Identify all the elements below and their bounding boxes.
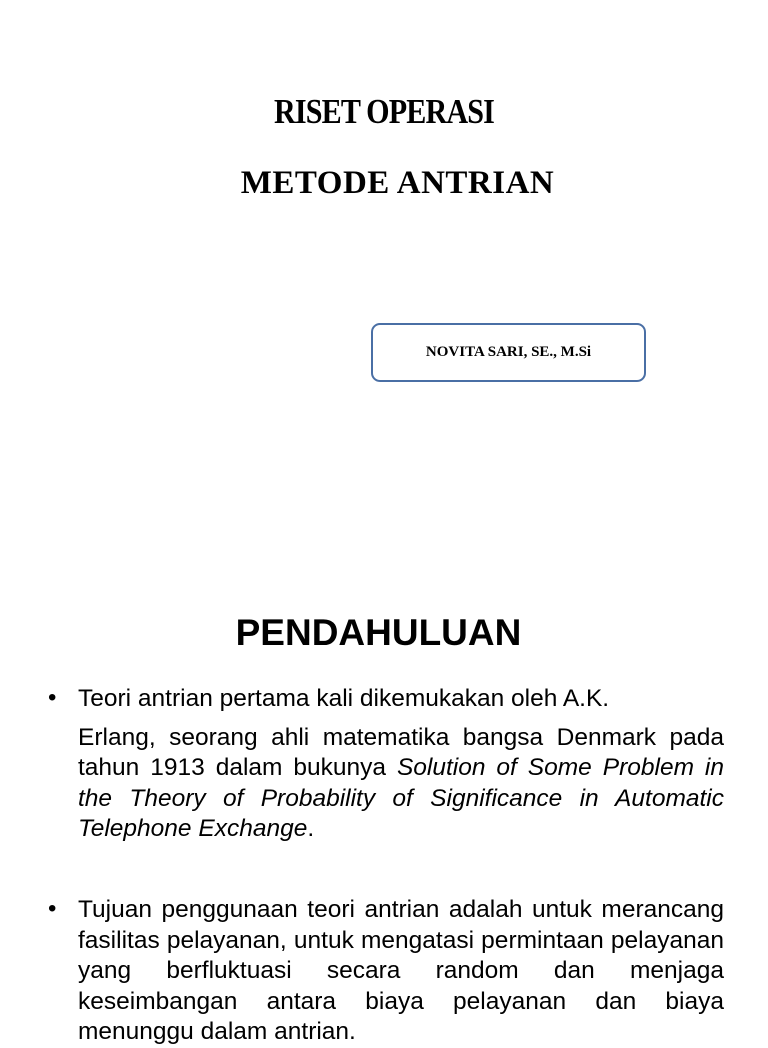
author-box xyxy=(371,323,646,382)
bullet-paragraph-2: Tujuan penggunaan teori antrian adalah untuk merancang fasilitas pelayanan, untuk mengatasi permintaan pelayanan yang berfluktuasi secara random dan menjaga keseimbangan antara biaya pelayanan dan biaya menunggu dalam antrian. xyxy=(78,896,724,1045)
intro-slide xyxy=(0,560,768,1045)
bullet-paragraph-1 xyxy=(78,684,724,845)
bullet-1-end: . xyxy=(307,815,315,842)
bullet-1-first-line: Teori antrian pertama kali dikemukakan oleh A.K. xyxy=(78,685,610,712)
bullet-marker: • xyxy=(48,895,57,922)
bullet-marker: • xyxy=(48,684,57,711)
section-heading: PENDAHULUAN xyxy=(235,612,522,653)
slide-subtitle: METODE ANTRIAN xyxy=(240,165,555,201)
slide-title: RISET OPERASI xyxy=(274,92,494,131)
book-title: Solution of Some Problem in the Theory of Probability of Significance in Automatic Telephone Exchange xyxy=(78,754,724,842)
author-name: NOVITA SARI, SE., M.Si xyxy=(425,344,592,360)
bullet-1-text: Erlang, seorang ahli matematika bangsa Denmark pada tahun 1913 dalam bukunya xyxy=(78,723,724,781)
bullet-1-body xyxy=(78,723,724,845)
